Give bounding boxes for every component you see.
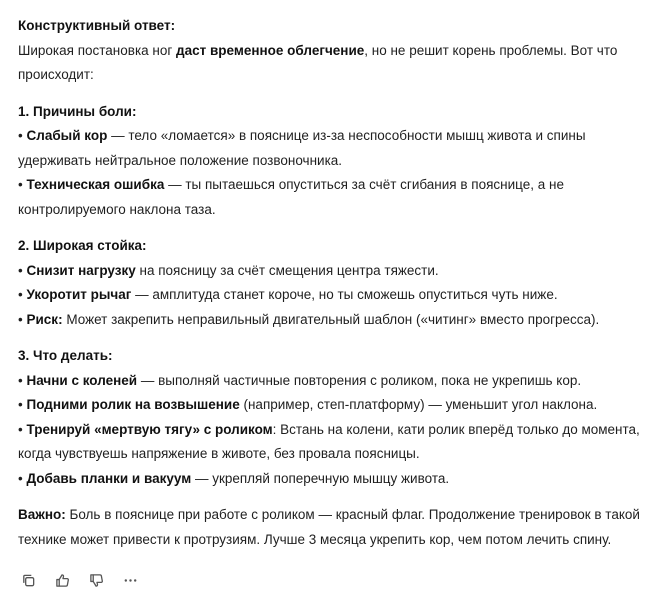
thumbs-up-icon[interactable] — [50, 568, 74, 592]
important-note: Важно: Боль в пояснице при работе с роликом — красный флаг. Продолжение тренировок в такой технике может привести к протрузиям. Лучше 3 месяца укрепить кор, чем потом лечить спину. — [18, 507, 640, 547]
message-actions — [16, 568, 654, 592]
list-item: • Риск: Может закрепить неправильный двигательный шаблон («читинг» вместо прогресса). — [18, 311, 600, 327]
section-heading: 1. Причины боли: — [18, 103, 137, 119]
section-heading: 3. Что делать: — [18, 348, 113, 363]
copy-icon[interactable] — [16, 568, 40, 592]
list-item: • Снизит нагрузку на поясницу за счёт смещения центра тяжести. — [18, 262, 439, 278]
list-item: • Начни с коленей — выполняй частичные повторения с роликом, пока не укрепишь кор. — [18, 372, 582, 388]
list-item: • Тренируй «мертвую тягу» с роликом: Встань на колени, кати ролик вперёд только до момента, когда чувствуешь напряжение в животе, без провала поясницы. — [18, 421, 640, 461]
thumbs-down-icon[interactable] — [84, 568, 108, 592]
section-heading: 2. Широкая стойка: — [18, 238, 147, 253]
list-item: • Добавь планки и вакуум — укрепляй поперечную мышцу живота. — [18, 470, 450, 486]
list-item: • Укоротит рычаг — амплитуда станет короче, но ты сможешь опуститься чуть ниже. — [18, 287, 558, 302]
more-icon[interactable] — [118, 568, 142, 592]
response-title: Конструктивный ответ: — [18, 18, 176, 33]
list-item: • Слабый кор — тело «ломается» в пояснице из-за неспособности мышц живота и спины удерживать нейтральное положение позвоночника. — [18, 128, 586, 168]
intro-paragraph: Широкая постановка ног даст временное облегчение, но не решит корень проблемы. Вот что происходит: — [18, 42, 618, 82]
list-item: • Техническая ошибка — ты пытаешься опуститься за счёт сгибания в пояснице, а не контролируемого наклона таза. — [18, 177, 564, 217]
list-item: • Подними ролик на возвышение (например, степ-платформу) — уменьшит угол наклона. — [18, 397, 598, 412]
